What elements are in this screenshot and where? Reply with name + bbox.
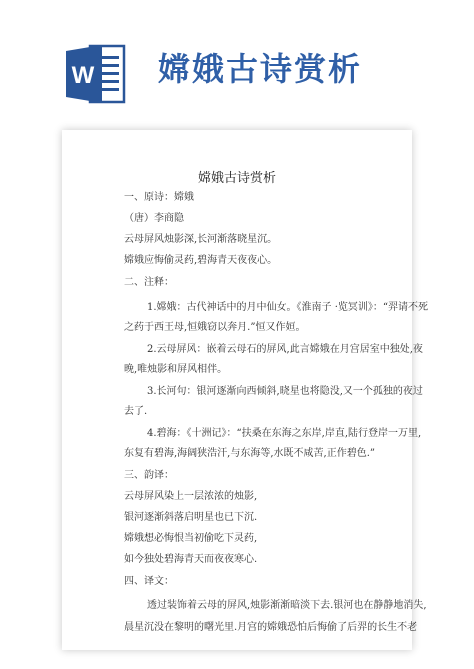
section-heading-original-poem: 一、原诗：嫦娥 bbox=[124, 192, 194, 203]
banner-title: 嫦娥古诗赏析 bbox=[158, 50, 363, 88]
rhymed-line-2: 银河逐渐斜落启明星也已下沉. bbox=[124, 512, 258, 523]
translation-line-2: 晨星沉没在黎明的曙光里.月宫的嫦娥恐怕后悔偷了后羿的长生不老 bbox=[124, 622, 418, 633]
note-4-line-1: 4.碧海：《十洲记》：“扶桑在东海之东岸,岸直,陆行登岸一万里, bbox=[147, 428, 422, 439]
word-icon bbox=[64, 42, 128, 106]
rhymed-line-1: 云母屏风染上一层浓浓的烛影, bbox=[124, 491, 258, 502]
note-3-line-1: 3.长河句：银河逐渐向西倾斜,晓星也将隐没,又一个孤独的夜过 bbox=[147, 386, 423, 397]
section-heading-translation: 四、译文： bbox=[124, 576, 174, 587]
document-title: 嫦娥古诗赏析 bbox=[197, 171, 276, 186]
note-1-line-2: 之药于西王母,恒娥窃以奔月.”恒又作姮。 bbox=[124, 322, 306, 333]
section-heading-rhymed-translation: 三、韵译： bbox=[124, 470, 174, 481]
document-page bbox=[62, 130, 429, 650]
note-3-line-2: 去了. bbox=[124, 406, 148, 417]
poem-line-1: 云母屏风烛影深,长河渐落晓星沉。 bbox=[124, 234, 278, 245]
note-2-line-1: 2.云母屏风：嵌着云母石的屏风,此言嫦娥在月宫居室中独处,夜 bbox=[147, 344, 423, 355]
section-heading-notes: 二、注释： bbox=[124, 277, 174, 288]
rhymed-line-3: 嫦娥想必悔恨当初偷吃下灵药, bbox=[124, 533, 258, 544]
translation-line-1: 透过装饰着云母的屏风,烛影渐渐暗淡下去.银河也在静静地消失, bbox=[147, 600, 427, 611]
note-1-line-1: 1.嫦娥：古代神话中的月中仙女。《淮南子 ·览冥训》：“羿请不死 bbox=[147, 302, 429, 313]
banner bbox=[0, 0, 474, 132]
note-2-line-2: 晚,唯烛影和屏风相伴。 bbox=[124, 364, 228, 375]
word-icon-letter: W bbox=[71, 62, 95, 89]
rhymed-line-4: 如今独处碧海青天而夜夜寒心. bbox=[124, 554, 258, 565]
poem-author: （唐）李商隐 bbox=[124, 213, 184, 224]
poem-line-2: 嫦娥应悔偷灵药,碧海青天夜夜心。 bbox=[124, 255, 278, 266]
note-4-line-2: 东复有碧海,海阔狭浩汗,与东海等,水既不咸苦,正作碧色.” bbox=[124, 448, 376, 459]
